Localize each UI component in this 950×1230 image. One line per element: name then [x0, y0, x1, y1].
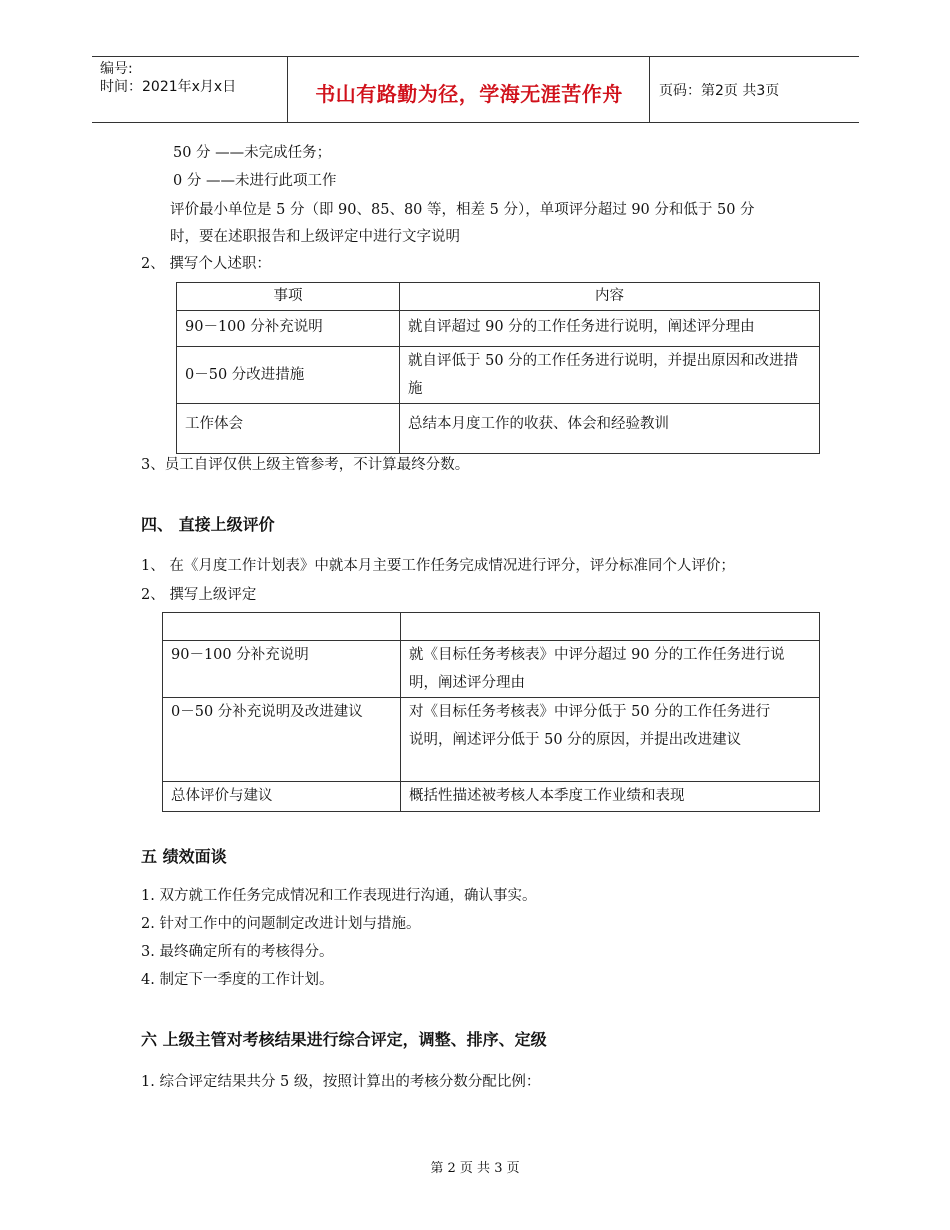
- table-cell: [401, 698, 820, 782]
- doc-number-label: 编号:: [100, 61, 133, 77]
- score-50-line: 50 分 ——未完成任务；: [173, 145, 332, 161]
- list-item: 3. 最终确定所有的考核得分。: [141, 944, 334, 960]
- self-report-table: [176, 282, 820, 454]
- table-header-row: [163, 613, 820, 641]
- self-report-heading: 2、 撰写个人述职：: [141, 256, 271, 272]
- table-row: [163, 782, 820, 812]
- table-cell: 0－50 分补充说明及改进建议: [163, 698, 401, 782]
- table-cell: 总体评价与建议: [163, 782, 401, 812]
- supervisor-item-1: 1、 在《月度工作计划表》中就本月主要工作任务完成情况进行评分，评分标准同个人评价；: [141, 558, 735, 574]
- table-cell: 总结本月度工作的收获、体会和经验教训: [400, 404, 820, 454]
- supervisor-table: [162, 612, 820, 812]
- supervisor-item-2: 2、 撰写上级评定: [141, 587, 257, 603]
- table-cell: 就《目标任务考核表》中评分超过 90 分的工作任务进行说明，阐述评分理由: [401, 641, 820, 698]
- table-header-cell: [163, 613, 401, 641]
- section-5-title: 五 绩效面谈: [141, 847, 227, 866]
- list-item: 2. 针对工作中的问题制定改进计划与措施。: [141, 916, 421, 932]
- table-cell: 概括性描述被考核人本季度工作业绩和表现: [401, 782, 820, 812]
- section-6-title: 六 上级主管对考核结果进行综合评定，调整、排序、定级: [141, 1030, 547, 1049]
- table-row: [177, 347, 820, 404]
- table-cell: 90－100 分补充说明: [177, 311, 400, 347]
- score-unit-line: 评价最小单位是 5 分（即 90、85、80 等，相差 5 分），单项评分超过 90 分和低于 50 分: [170, 202, 755, 218]
- self-eval-note: 3、员工自评仅供上级主管参考，不计算最终分数。: [141, 457, 470, 473]
- table-header-cell: 内容: [400, 283, 820, 311]
- header-top-rule: [92, 56, 859, 57]
- table-cell: 就自评低于 50 分的工作任务进行说明，并提出原因和改进措施: [400, 347, 820, 404]
- header-bottom-rule: [92, 122, 859, 123]
- grading-item-1: 1. 综合评定结果共分 5 级，按照计算出的考核分数分配比例：: [141, 1074, 541, 1090]
- table-header-cell: 事项: [177, 283, 400, 311]
- table-cell: 0－50 分改进措施: [177, 347, 400, 404]
- table-cell-line: 说明，阐述评分低于 50 分的原因，并提出改进建议: [409, 732, 742, 748]
- table-row: [163, 698, 820, 782]
- header-page-info: 页码：第2页 共3页: [659, 83, 780, 99]
- table-cell: 就自评超过 90 分的工作任务进行说明，阐述评分理由: [400, 311, 820, 347]
- page-footer: 第 2 页 共 3 页: [430, 1161, 520, 1176]
- section-4-title: 四、 直接上级评价: [141, 515, 275, 534]
- score-unit-line-cont: 时，要在述职报告和上级评定中进行文字说明: [170, 229, 460, 245]
- list-item: 1. 双方就工作任务完成情况和工作表现进行沟通，确认事实。: [141, 888, 537, 904]
- table-header-cell: [401, 613, 820, 641]
- table-row: [177, 311, 820, 347]
- table-cell-line: 对《目标任务考核表》中评分低于 50 分的工作任务进行: [409, 704, 771, 720]
- table-row: [163, 641, 820, 698]
- table-header-row: [177, 283, 820, 311]
- table-row: [177, 404, 820, 454]
- table-cell: 工作体会: [177, 404, 400, 454]
- table-cell: 90－100 分补充说明: [163, 641, 401, 698]
- header-motto: 书山有路勤为径，学海无涯苦作舟: [315, 82, 623, 106]
- list-item: 4. 制定下一季度的工作计划。: [141, 972, 334, 988]
- doc-time-label: 时间：2021年x月x日: [100, 79, 237, 95]
- score-0-line: 0 分 ——未进行此项工作: [173, 173, 337, 189]
